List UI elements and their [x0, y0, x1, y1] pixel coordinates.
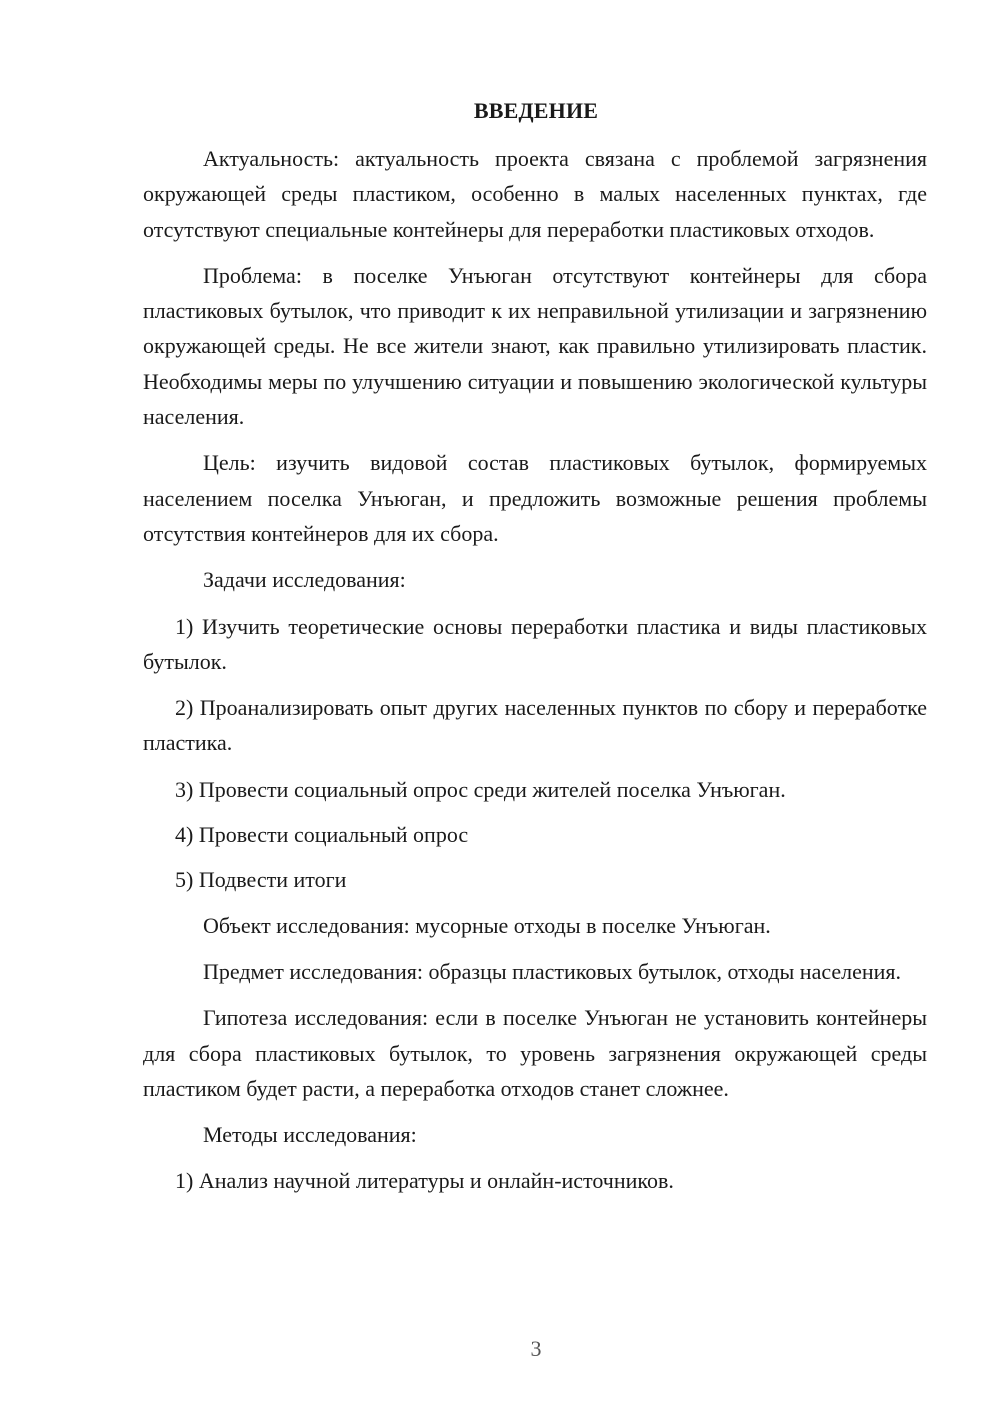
paragraph-goal: Цель: изучить видовой состав пластиковых бутылок, формируемых населением поселка Унъюган, и предложить возможные решения проблемы отсутствия контейнеров для их сбора.	[143, 450, 927, 546]
list-item-task-3: 3) Провести социальный опрос среди жителей поселка Унъюган.	[175, 776, 786, 802]
paragraph-object: Объект исследования: мусорные отходы в поселке Унъюган.	[203, 912, 771, 938]
paragraph-tasks-heading: Задачи исследования:	[203, 567, 406, 593]
paragraph-methods-heading: Методы исследования:	[203, 1122, 417, 1148]
section-title: ВВЕДЕНИЕ	[473, 98, 599, 123]
page-number: 3	[530, 1336, 542, 1361]
list-item-task-4: 4) Провести социальный опрос	[175, 822, 469, 848]
list-item-task-1: 1) Изучить теоретические основы переработки пластика и виды пластиковых бутылок.	[143, 613, 927, 674]
paragraph-problem: Проблема: в поселке Унъюган отсутствуют контейнеры для сбора пластиковых бутылок, что приводит к их неправильной утилизации и загрязнению окружающей среды. Не все жители знают, как правильно утилизировать пластик. Необходимы меры по улучшению ситуации и повышению экологической культуры населения.	[143, 262, 927, 430]
list-item-method-1: 1) Анализ научной литературы и онлайн-источников.	[175, 1168, 674, 1194]
paragraph-hypothesis: Гипотеза исследования: если в поселке Унъюган не установить контейнеры для сбора пластиковых бутылок, то уровень загрязнения окружающей среды пластиком будет расти, а переработка отходов станет сложнее.	[143, 1005, 927, 1101]
body-text	[143, 141, 927, 1210]
list-item-task-2: 2) Проанализировать опыт других населенных пунктов по сбору и переработке пластика.	[143, 695, 927, 756]
paragraph-subject: Предмет исследования: образцы пластиковых бутылок, отходы населения.	[203, 958, 902, 984]
paragraph-relevance: Актуальность: актуальность проекта связана с проблемой загрязнения окружающей среды пластиком, особенно в малых населенных пунктах, где отсутствуют специальные контейнеры для переработки пластиковых отходов.	[143, 146, 927, 242]
list-item-task-5: 5) Подвести итоги	[175, 867, 347, 893]
